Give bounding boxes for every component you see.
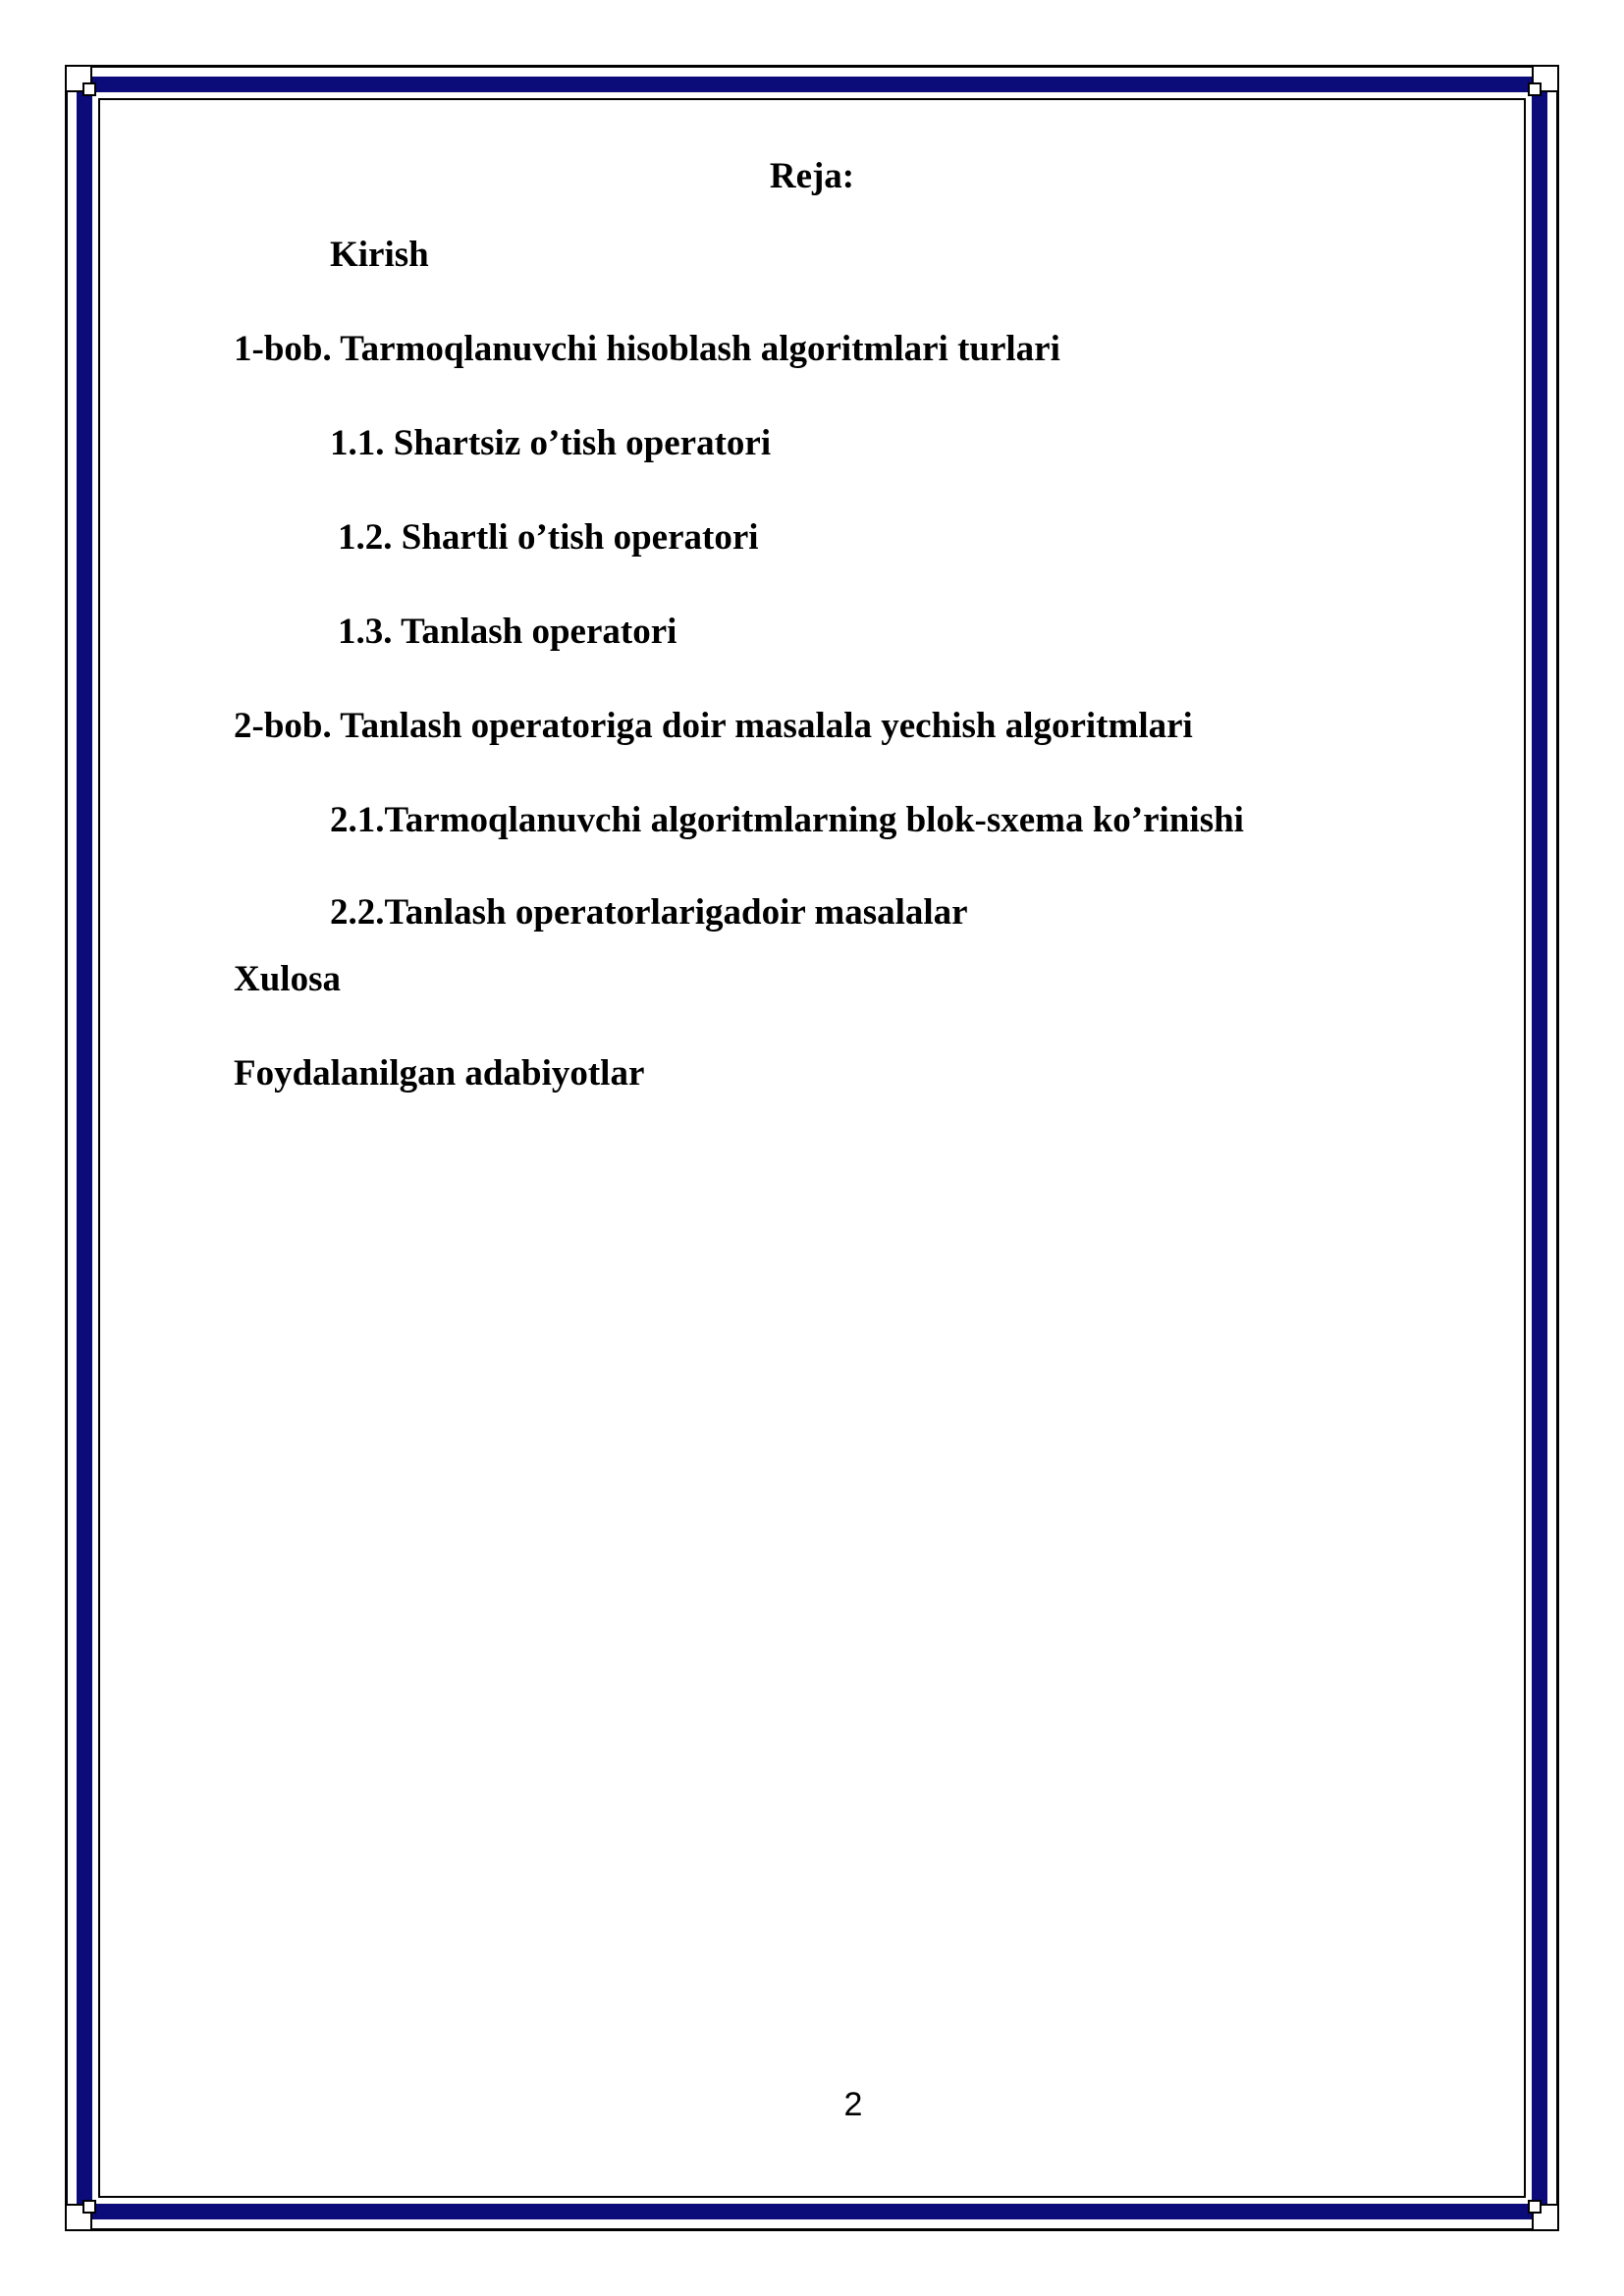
toc-chapter-1: 1-bob. Tarmoqlanuvchi hisoblash algoritmlari turlari (234, 329, 1060, 369)
border-corner-bottom-right (1524, 2196, 1559, 2231)
toc-section-1-2: 1.2. Shartli o’tish operatori (338, 517, 759, 558)
toc-section-1-1: 1.1. Shartsiz o’tish operatori (330, 423, 772, 463)
border-corner-top-left (65, 65, 100, 100)
page-title: Reja: (769, 156, 855, 196)
border-corner-top-right (1524, 65, 1559, 100)
toc-chapter-2: 2-bob. Tanlash operatoriga doir masalala yechish algoritmlari (234, 706, 1193, 746)
toc-item-conclusion: Xulosa (234, 959, 341, 999)
border-corner-bottom-left (65, 2196, 100, 2231)
toc-section-2-1: 2.1.Tarmoqlanuvchi algoritmlarning blok-sxema ko’rinishi (330, 800, 1244, 840)
toc-item-references: Foydalanilgan adabiyotlar (234, 1053, 645, 1094)
toc-item-introduction: Kirish (330, 235, 429, 275)
toc-section-1-3: 1.3. Tanlash operatori (338, 612, 677, 652)
border-inner-line (98, 98, 1526, 2198)
page-number: 2 (843, 2086, 863, 2123)
toc-section-2-2: 2.2.Tanlash operatorlarigadoir masalalar (330, 892, 968, 933)
